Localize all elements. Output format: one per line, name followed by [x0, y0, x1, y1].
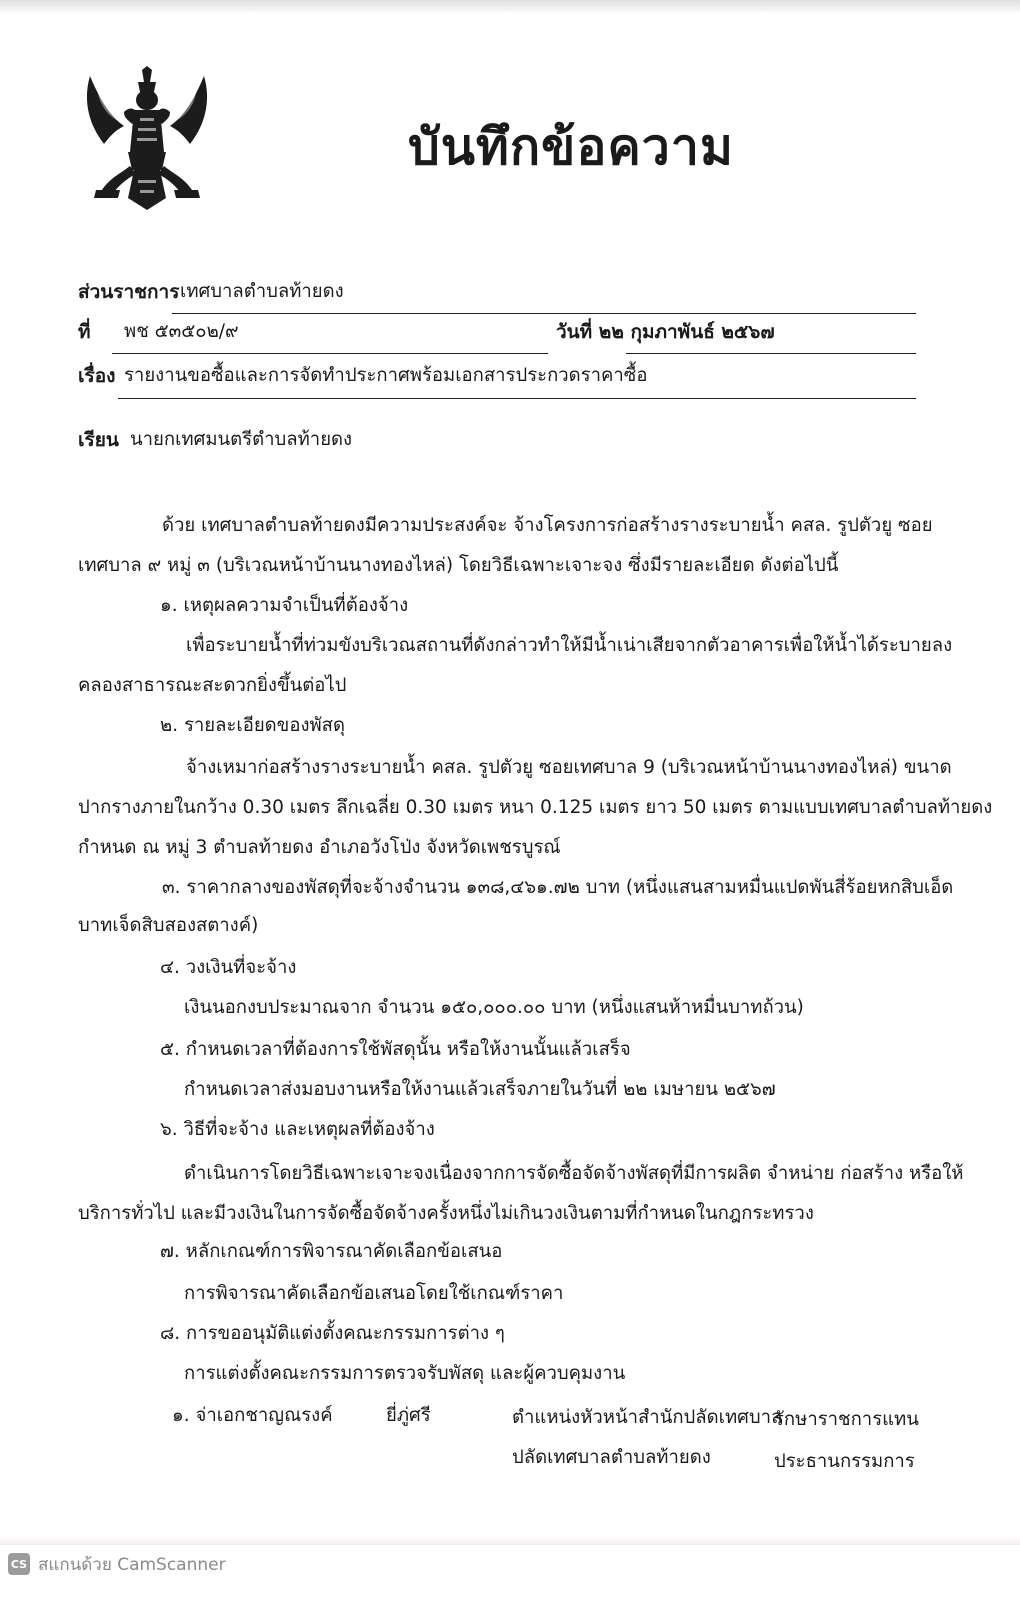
agency-rule [172, 313, 916, 314]
committee-member-1-role-2: ประธานกรรมการ [774, 1451, 915, 1472]
camscanner-watermark [8, 1552, 226, 1576]
agency-value: เทศบาลตำบลท้ายดง [180, 281, 344, 302]
to-label: เรียน [78, 429, 119, 451]
committee-member-1-surname: ยี่ภู่ศรี [386, 1405, 431, 1426]
section-4-line-1: เงินนอกงบประมาณจาก จำนวน ๑๕๐,๐๐๐.๐๐ บาท (หนึ่งแสนห้าหมื่นบาทถ้วน) [184, 997, 804, 1018]
section-1-heading: ๑. เหตุผลความจำเป็นที่ต้องจ้าง [160, 595, 409, 616]
ref-label: ที่ [78, 321, 91, 343]
garuda-emblem-icon [80, 66, 214, 210]
scan-edge-bottom [0, 1535, 1020, 1545]
section-5-line-1: กำหนดเวลาส่งมอบงานหรือให้งานแล้วเสร็จภายในวันที่ ๒๒ เมษายน ๒๕๖๗ [184, 1079, 776, 1100]
section-6-heading: ๖. วิธีที่จะจ้าง และเหตุผลที่ต้องจ้าง [160, 1119, 435, 1140]
section-3-line-2: บาทเจ็ดสิบสองสตางค์) [78, 915, 259, 936]
committee-member-1-position-2: ปลัดเทศบาลตำบลท้ายดง [512, 1447, 711, 1468]
intro-line-2: เทศบาล ๙ หมู่ ๓ (บริเวณหน้าบ้านนางทองไหล่) โดยวิธีเฉพาะเจาะจง ซึ่งมีรายละเอียด ดังต่อไปนี้ [78, 555, 839, 576]
intro-line-1: ด้วย เทศบาลตำบลท้ายดงมีความประสงค์จะ จ้างโครงการก่อสร้างรางระบายน้ำ คสล. รูปตัวยู ซอย [162, 515, 933, 536]
section-7-line-1: การพิจารณาคัดเลือกข้อเสนอโดยใช้เกณฑ์ราคา [184, 1283, 564, 1304]
camscanner-logo-icon: CS [8, 1553, 30, 1575]
subject-label: เรื่อง [78, 365, 116, 387]
section-8-heading: ๘. การขออนุมัติแต่งตั้งคณะกรรมการต่าง ๆ [160, 1323, 505, 1344]
section-2-heading: ๒. รายละเอียดของพัสดุ [160, 715, 345, 736]
section-8-line-1: การแต่งตั้งคณะกรรมการตรวจรับพัสดุ และผู้ควบคุมงาน [184, 1363, 626, 1384]
subject-rule [118, 398, 916, 399]
section-2-line-1: จ้างเหมาก่อสร้างรางระบายน้ำ คสล. รูปตัวยู ซอยเทศบาล 9 (บริเวณหน้าบ้านนางทองไหล่) ขนาด [186, 757, 952, 778]
to-value: นายกเทศมนตรีตำบลท้ายดง [130, 429, 353, 450]
page-title: บันทึกข้อความ [408, 118, 734, 176]
section-6-line-1: ดำเนินการโดยวิธีเฉพาะเจาะจงเนื่องจากการจัดซื้อจัดจ้างพัสดุที่มีการผลิต จำหน่าย ก่อสร้าง หรือให้ [184, 1163, 964, 1184]
section-1-line-1: เพื่อระบายน้ำที่ท่วมขังบริเวณสถานที่ดังกล่าวทำให้มีน้ำเน่าเสียจากตัวอาคารเพื่อให้น้ำได้ระบายลง [186, 635, 953, 656]
section-2-line-2: ปากรางภายในกว้าง 0.30 เมตร ลึกเฉลี่ย 0.30 เมตร หนา 0.125 เมตร ยาว 50 เมตร ตามแบบเทศบาลตำบลท้ายดง [78, 797, 993, 818]
ref-value: พช ๕๓๕๐๒/๙ [124, 321, 239, 342]
date-rule [626, 353, 916, 354]
section-6-line-2: บริการทั่วไป และมีวงเงินในการจัดซื้อจัดจ้างครั้งหนึ่งไม่เกินวงเงินตามที่กำหนดในกฎกระทรวง [78, 1203, 814, 1224]
camscanner-text: สแกนด้วย CamScanner [38, 1554, 226, 1575]
ref-rule [112, 353, 548, 354]
section-4-heading: ๔. วงเงินที่จะจ้าง [160, 957, 297, 978]
section-1-line-2: คลองสาธารณะสะดวกยิ่งขึ้นต่อไป [78, 675, 347, 696]
section-2-line-3: กำหนด ณ หมู่ 3 ตำบลท้ายดง อำเภอวังโป่ง จังหวัดเพชรบูรณ์ [78, 837, 561, 858]
scan-edge-top [0, 0, 1020, 14]
subject-value: รายงานขอซื้อและการจัดทำประกาศพร้อมเอกสารประกวดราคาซื้อ [124, 365, 648, 386]
section-5-heading: ๕. กำหนดเวลาที่ต้องการใช้พัสดุนั้น หรือให้งานนั้นแล้วเสร็จ [160, 1039, 631, 1060]
committee-member-1-position: ตำแหน่งหัวหน้าสำนักปลัดเทศบาล [512, 1407, 783, 1428]
agency-label: ส่วนราชการ [78, 281, 180, 303]
section-7-heading: ๗. หลักเกณฑ์การพิจารณาคัดเลือกข้อเสนอ [160, 1241, 503, 1262]
committee-member-1-role: รักษาราชการแทน [774, 1409, 919, 1430]
date-text: วันที่ ๒๒ กุมภาพันธ์ ๒๕๖๗ [556, 321, 775, 343]
section-3-line-1: ๓. ราคากลางของพัสดุที่จะจ้างจำนวน ๑๓๘,๔๖๑.๗๒ บาท (หนึ่งแสนสามหมื่นแปดพันสี่ร้อยหกสิบเอ็ด [162, 877, 954, 898]
committee-member-1-name: ๑. จ่าเอกชาญณรงค์ [172, 1405, 333, 1426]
